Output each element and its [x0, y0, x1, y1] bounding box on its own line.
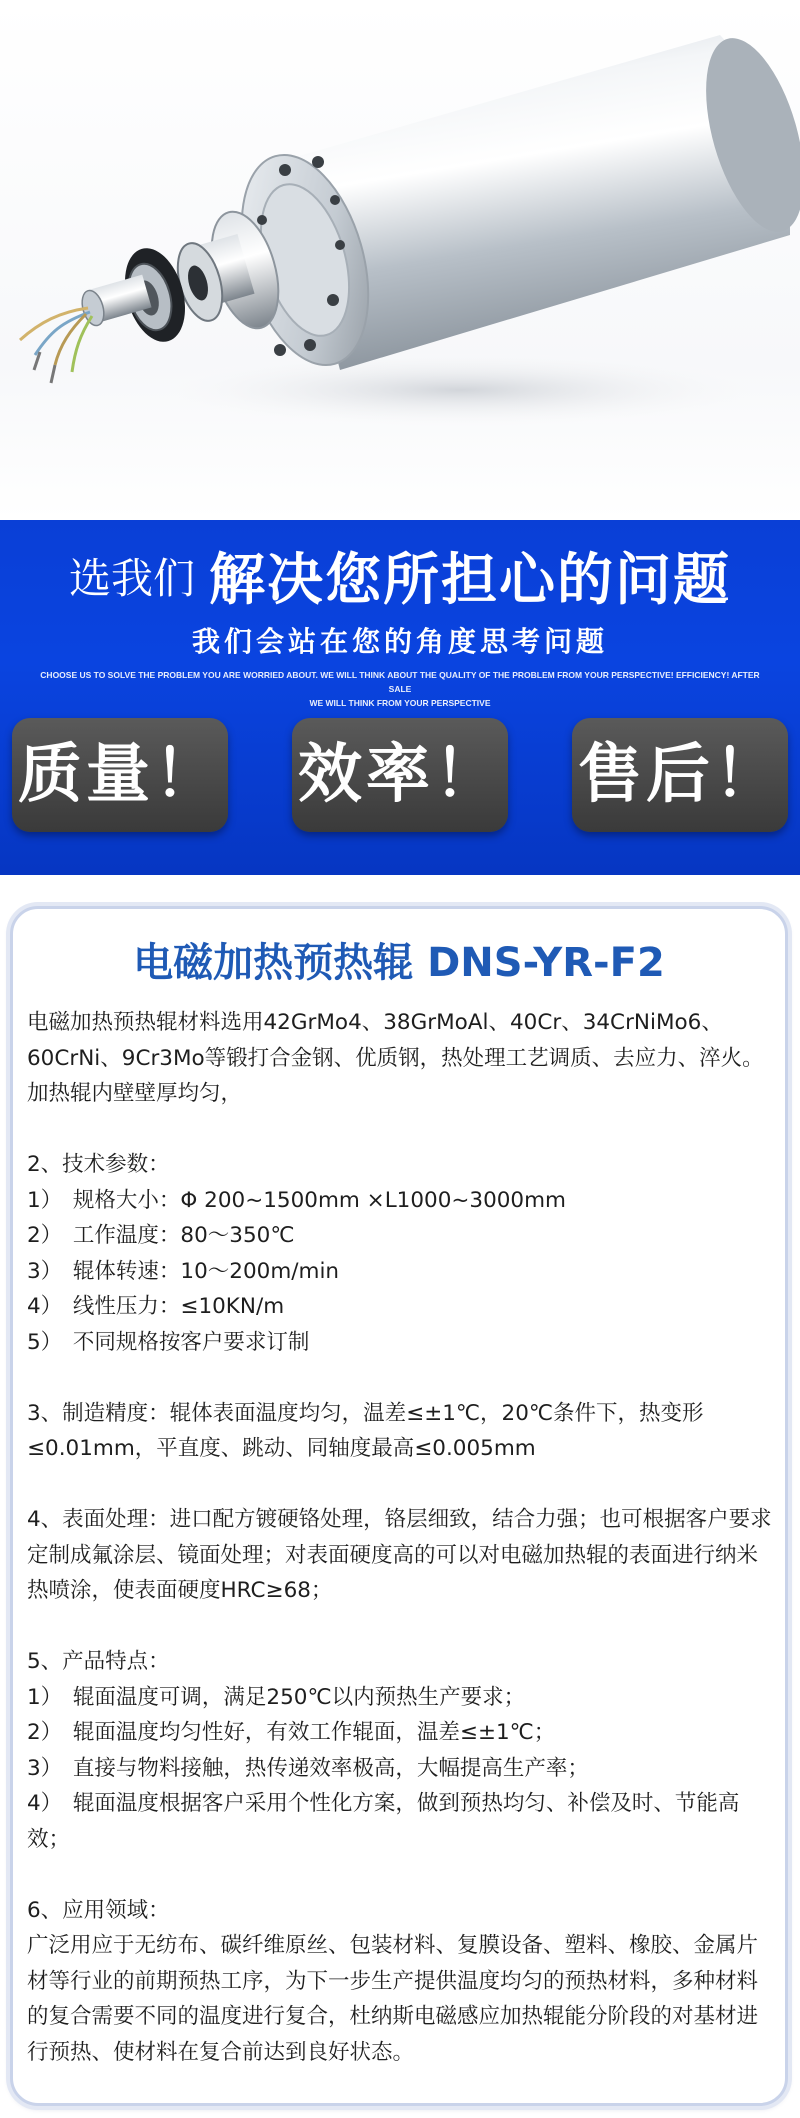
banner-english-line-2: WE WILL THINK FROM YOUR PERSPECTIVE	[309, 698, 491, 708]
product-image	[0, 0, 800, 520]
product-title: 电磁加热预热辊 DNS-YR-F2	[133, 940, 665, 986]
param-item: 2） 工作温度：80～350℃	[27, 1223, 295, 1248]
precision-paragraph: 3、制造精度：辊体表面温度均匀，温差≤±1℃，20℃条件下，热变形≤0.01mm，平直度、跳动、同轴度最高≤0.005mm	[27, 1400, 704, 1461]
param-item: 3） 辊体转速：10～200m/min	[27, 1258, 340, 1284]
banner-subline: 我们会站在您的角度思考问题	[191, 625, 608, 658]
pill-efficiency: 效率！	[292, 718, 508, 832]
pill-quality: 质量！	[12, 718, 228, 832]
banner-english-text	[40, 668, 760, 710]
param-item: 4） 线性压力：≤10KN/m	[27, 1294, 285, 1319]
params-heading: 2、技术参数：	[27, 1152, 170, 1177]
feature-item: 1） 辊面温度可调，满足250℃以内预热生产要求；	[27, 1684, 526, 1710]
intro-paragraph: 电磁加热预热辊材料选用42GrMo4、38GrMoAl、40Cr、34CrNiMo6、60CrNi、9Cr3Mo等锻打合金钢、优质钢，热处理工艺调质、去应力、淬火。加热辊内壁壁厚均匀，	[27, 1010, 764, 1106]
features-heading: 5、产品特点：	[27, 1649, 170, 1674]
banner-english-line-1: CHOOSE US TO SOLVE THE PROBLEM YOU ARE WORRIED ABOUT. WE WILL THINK ABOUT THE QUALITY OF THE PROBLEM FROM YOUR PERSPECTIVE! EFFICIENCY! AFTER SALE	[40, 670, 760, 694]
pill-after-sale: 售后！	[572, 718, 788, 832]
promo-banner	[0, 520, 800, 875]
feature-item: 2） 辊面温度均匀性好，有效工作辊面，温差≤±1℃；	[27, 1720, 556, 1745]
banner-title	[0, 536, 800, 616]
product-description	[27, 1005, 777, 2070]
feature-item: 4） 辊面温度根据客户采用个性化方案，做到预热均匀、补偿及时、节能高效；	[27, 1791, 740, 1852]
param-item: 5） 不同规格按客户要求订制	[27, 1329, 310, 1355]
surface-paragraph: 4、表面处理：进口配方镀硬铬处理，铬层细致，结合力强；也可根据客户要求定制成氟涂层、镜面处理；对表面硬度高的可以对电磁加热辊的表面进行纳米热喷涂，使表面硬度HRC≥68；	[27, 1507, 772, 1603]
product-description-card	[10, 906, 788, 2106]
banner-lead: 选我们	[68, 554, 195, 603]
banner-headline: 解决您所担心的问题	[209, 548, 731, 613]
feature-item: 3） 直接与物料接触，热传递效率极高，大幅提高生产率；	[27, 1755, 589, 1781]
applications-heading: 6、应用领域：	[27, 1897, 170, 1923]
param-item: 1） 规格大小：Φ 200~1500mm ×L1000~3000mm	[27, 1187, 567, 1213]
applications-paragraph: 广泛用应于无纺布、碳纤维原丝、包装材料、复膜设备、塑料、橡胶、金属片材等行业的前期预热工序，为下一步生产提供温度均匀的预热材料，多种材料的复合需要不同的温度进行复合，杜纳斯电磁感应加热辊能分阶段的对基材进行预热、使材料在复合前达到良好状态。	[27, 1933, 759, 2065]
heating-roller-illustration	[0, 0, 800, 520]
